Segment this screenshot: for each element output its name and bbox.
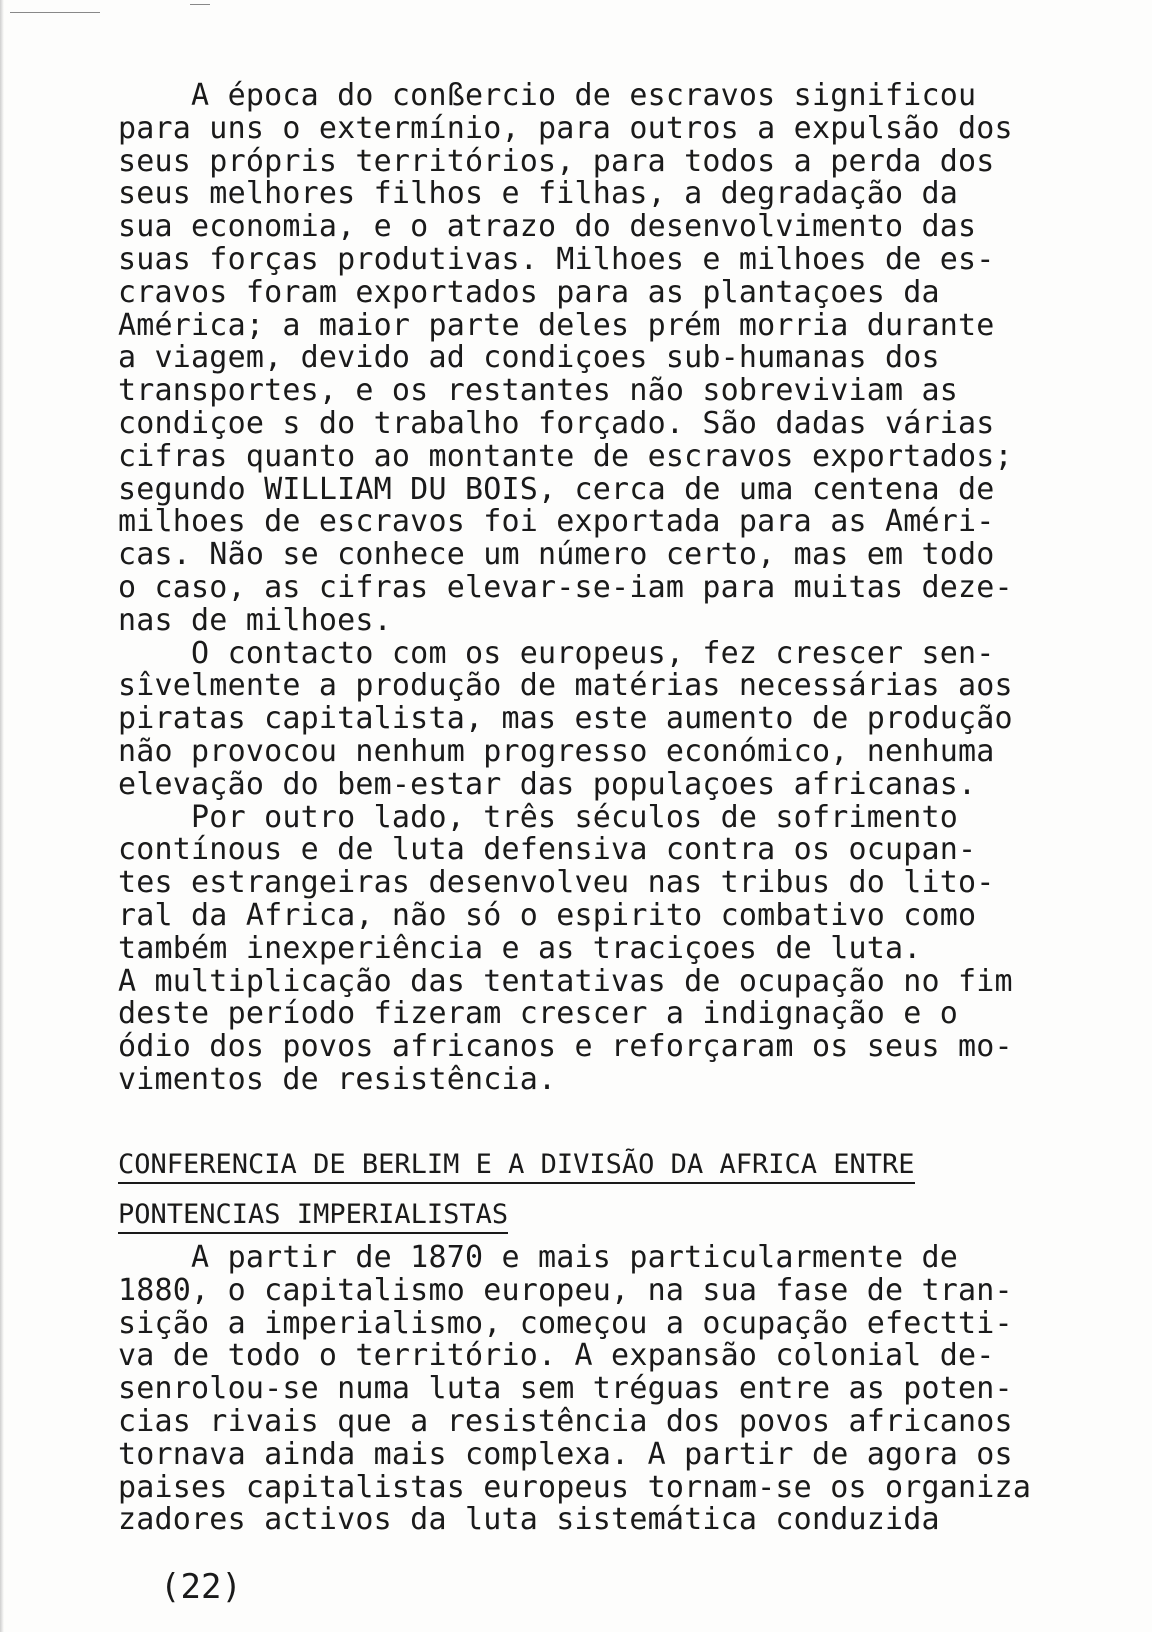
text-line: ódio dos povos africanos e reforçaram os seus mo- [118, 1029, 1013, 1065]
text-line: cas. Não se conhece um número certo, mas em todo [118, 537, 995, 573]
text-line: não provocou nenhum progresso económico, nenhuma [118, 733, 995, 769]
text-line: transportes, e os restantes não sobreviviam as [118, 373, 959, 409]
text-line: A época do conßercio de escravos significou [118, 78, 977, 113]
text-line: sição a imperialismo, começou a ocupação efectti- [118, 1305, 1013, 1341]
text-line: cravos foram exportados para as plantaçoes da [118, 274, 940, 310]
text-line: suas forças produtivas. Milhoes e milhoes de es- [118, 241, 995, 277]
text-line: nas de milhoes. [118, 602, 392, 638]
text-line: o caso, as cifras elevar-se-iam para muitas deze- [118, 569, 1013, 605]
text-line: segundo WILLIAM DU BOIS, cerca de uma centena de [118, 471, 995, 507]
text-line: Por outro lado, três séculos de sofrimento [118, 799, 959, 835]
text-line: A multiplicação das tentativas de ocupação no fim [118, 963, 1013, 999]
text-line: América; a maior parte deles prém morria durante [118, 307, 995, 343]
text-line: cias rivais que a resistência dos povos africanos [118, 1403, 1013, 1439]
text-line: O contacto com os europeus, fez crescer sen- [118, 635, 995, 671]
text-line: seus própris territórios, para todos a perda dos [118, 143, 995, 179]
section-heading-line-2: PONTENCIAS IMPERIALISTAS [118, 1200, 508, 1234]
text-line: piratas capitalista, mas este aumento de produção [118, 701, 1013, 737]
text-line: cifras quanto ao montante de escravos exportados; [118, 438, 1013, 474]
text-line: para uns o extermínio, para outros a expulsão dos [118, 110, 1013, 146]
text-line: A partir de 1870 e mais particularmente de [118, 1240, 959, 1275]
body-text-block-1 [118, 80, 1118, 1097]
scan-shadow-edge [0, 0, 4, 1632]
section-heading-line-1: CONFERENCIA DE BERLIM E A DIVISÃO DA AFRICA ENTRE [118, 1150, 915, 1184]
body-text-block-2 [118, 1242, 1118, 1537]
text-line: condiçoe s do trabalho forçado. São dadas várias [118, 405, 995, 441]
text-line: sua economia, e o atrazo do desenvolvimento das [118, 209, 977, 245]
text-line: deste período fizeram crescer a indignação e o [118, 996, 959, 1032]
text-line: zadores activos da luta sistemática conduzida [118, 1502, 940, 1538]
text-line: senrolou-se numa luta sem tréguas entre as poten- [118, 1371, 1013, 1407]
text-line: paises capitalistas europeus tornam-se os organiza [118, 1469, 1032, 1505]
text-line: milhoes de escravos foi exportada para as Améri- [118, 504, 995, 540]
text-line: contínous e de luta defensiva contra os ocupan- [118, 832, 977, 868]
text-line: va de todo o território. A expansão colonial de- [118, 1338, 995, 1374]
text-line: sîvelmente a produção de matérias necessárias aos [118, 668, 1013, 704]
text-line: ral da Africa, não só o espirito combativo como [118, 897, 977, 933]
text-line: vimentos de resistência. [118, 1061, 557, 1097]
text-line: seus melhores filhos e filhas, a degradação da [118, 176, 959, 212]
page-number: (22) [160, 1567, 242, 1607]
scan-speck [190, 4, 210, 5]
text-line: tornava ainda mais complexa. A partir de agora os [118, 1436, 1013, 1472]
text-line: tes estrangeiras desenvolveu nas tribus do lito- [118, 865, 995, 901]
text-line: 1880, o capitalismo europeu, na sua fase de tran- [118, 1272, 1013, 1308]
text-line: elevação do bem-estar das populaçoes africanas. [118, 766, 977, 802]
text-line: também inexperiência e as traciçoes de luta. [118, 930, 922, 966]
text-line: a viagem, devido ad condiçoes sub-humanas dos [118, 340, 940, 376]
scan-speck [10, 12, 100, 13]
